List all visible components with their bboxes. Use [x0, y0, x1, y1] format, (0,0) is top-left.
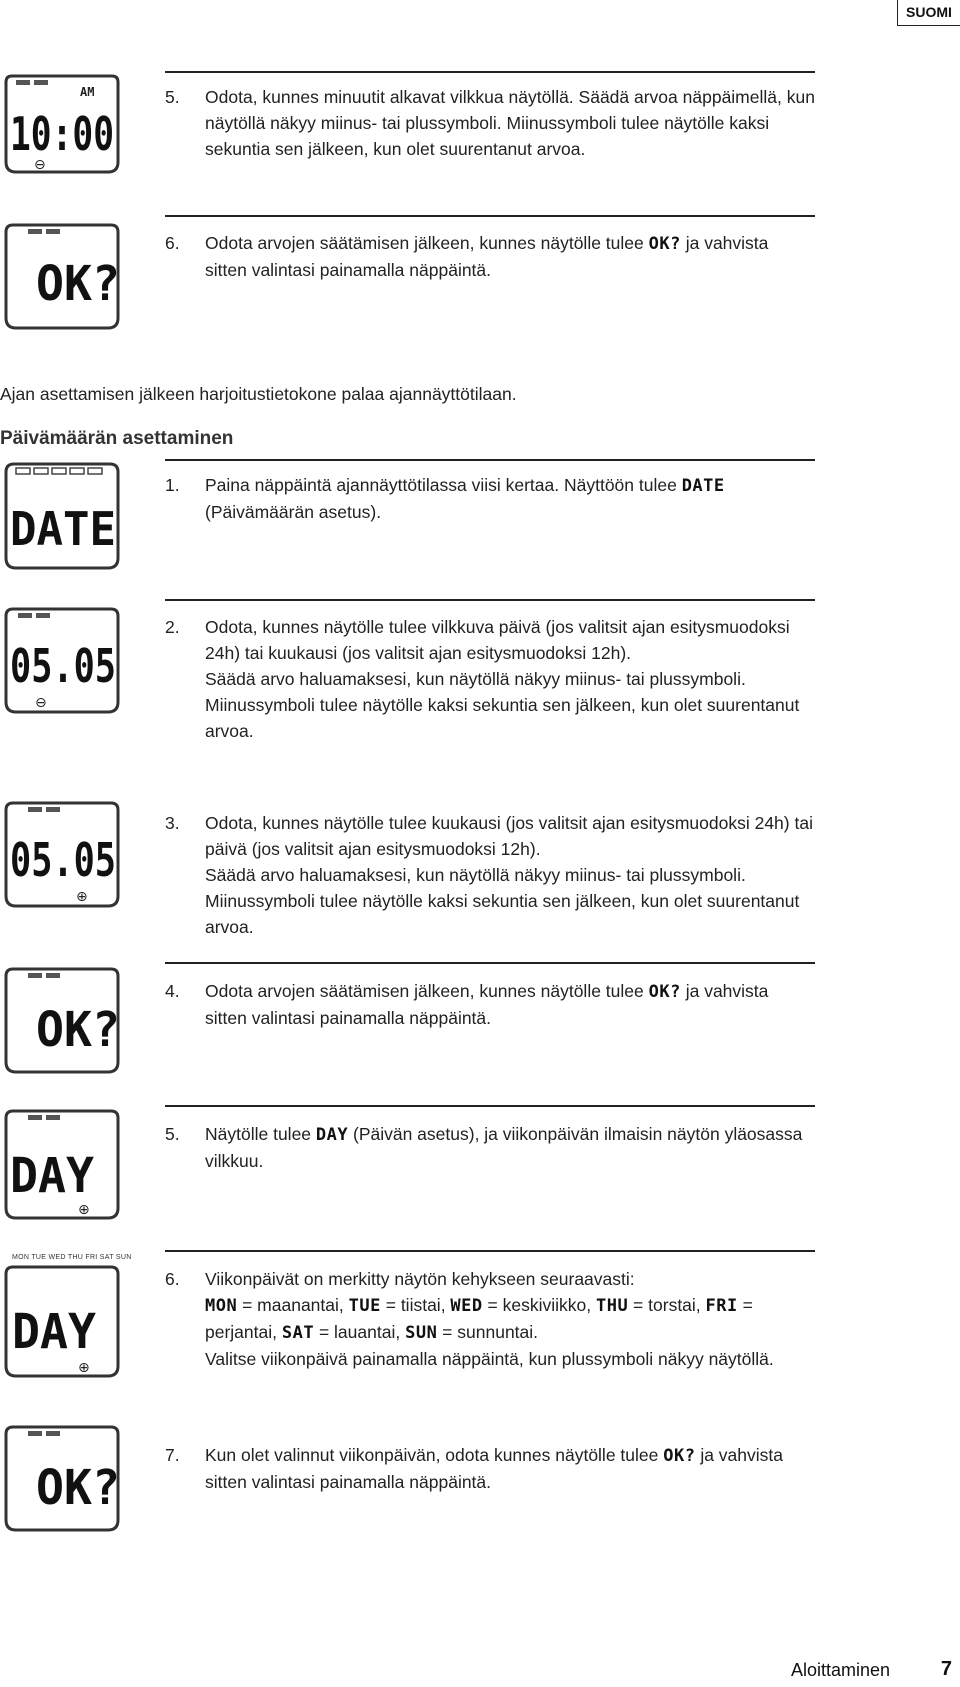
step-number: 1.	[165, 475, 180, 495]
step-text: Viikonpäivät on merkitty näytön kehykseen seuraavasti: MON = maanantai, TUE = tiistai, WED = keskiviikko, THU = torstai, FRI = perjantai, SAT = lauantai, SUN = sunnuntai. Valitse viikonpäivä painamalla näppäintä, kun plussymboli näkyy näytöllä.	[205, 1266, 815, 1372]
display-ok-label: OK?	[648, 234, 681, 254]
step-text: Paina näppäintä ajannäyttötilassa viisi kertaa. Näyttöön tulee DATE (Päivämäärän asetus).	[205, 475, 725, 522]
step-text: Näytölle tulee DAY (Päivän asetus), ja viikonpäivän ilmaisin näytön yläosassa vilkkuu.	[205, 1124, 803, 1171]
divider	[165, 459, 815, 461]
date-step-2	[165, 614, 815, 744]
step-number: 2.	[165, 617, 180, 637]
plus-icon: ⊕	[78, 1360, 90, 1376]
date-step-5	[165, 1121, 815, 1174]
weekday-bar: MON TUE WED THU FRI SAT SUN	[12, 1254, 132, 1261]
plus-icon: ⊕	[78, 1202, 90, 1218]
divider	[165, 1250, 815, 1252]
date-step-6	[165, 1266, 815, 1372]
time-step-6	[165, 230, 815, 283]
step-number: 5.	[165, 87, 180, 107]
watch-display-day	[2, 1108, 122, 1222]
footer-chapter-title: Aloittaminen	[790, 1660, 890, 1680]
minus-icon: ⊖	[34, 157, 46, 173]
am-indicator: AM	[80, 85, 95, 99]
step-text: Odota arvojen säätämisen jälkeen, kunnes näytölle tulee OK? ja vahvista sitten valintasi painamalla näppäintä.	[205, 981, 769, 1028]
date-step-7	[165, 1442, 815, 1495]
intro-text: Ajan asettamisen jälkeen harjoitustietokone palaa ajannäyttötilaan.	[0, 384, 517, 404]
divider	[165, 962, 815, 964]
step-number: 4.	[165, 981, 180, 1001]
section-title: Päivämäärän asettaminen	[0, 428, 234, 449]
step-number: 7.	[165, 1445, 180, 1465]
watch-main-text: OK?	[36, 1460, 120, 1516]
divider	[165, 599, 815, 601]
watch-display-date	[2, 460, 122, 572]
watch-main-text: OK?	[36, 1002, 120, 1058]
minus-icon: ⊖	[35, 695, 47, 711]
section-label: SUOMI	[897, 0, 960, 26]
watch-display-ok	[2, 966, 122, 1076]
page-number: 7	[940, 1658, 952, 1680]
page-footer	[0, 1656, 960, 1687]
watch-display-time	[2, 74, 122, 174]
date-step-1	[165, 472, 815, 525]
divider	[165, 71, 815, 73]
display-ok-label: OK?	[663, 1446, 696, 1466]
display-ok-label: OK?	[648, 982, 681, 1002]
step-text: Odota, kunnes näytölle tulee vilkkuva päivä (jos valitsit ajan esitysmuodoksi 24h) tai kuukausi (jos valitsit ajan esitysmuodoksi 12h).	[205, 617, 790, 663]
weekday-legend: MON = maanantai, TUE = tiistai, WED = keskiviikko, THU = torstai, FRI = perjantai, SAT = lauantai, SUN = sunnuntai.	[205, 1295, 753, 1343]
step-number: 5.	[165, 1124, 180, 1144]
step-text-2: Säädä arvo haluamaksesi, kun näytöllä näkyy miinus- tai plussymboli. Miinussymboli tulee näytölle kaksi sekuntia sen jälkeen, kun olet suurentanut arvoa.	[205, 669, 800, 741]
watch-display-ok	[2, 1424, 122, 1534]
watch-main-text: 05.05	[10, 833, 116, 887]
step-number: 6.	[165, 1269, 180, 1289]
watch-main-text: OK?	[36, 256, 120, 312]
step-text: Odota, kunnes minuutit alkavat vilkkua näytöllä. Säädä arvoa näppäimellä, kun näytöllä näkyy miinus- tai plussymboli. Miinussymboli tulee näytölle kaksi sekuntia sen jälkeen, kun olet suurentanut arvoa.	[205, 87, 815, 159]
watch-main-text: DAY	[12, 1304, 97, 1360]
watch-display-day-weekday	[2, 1264, 122, 1380]
step-number: 6.	[165, 233, 180, 253]
watch-display-date-day	[2, 606, 122, 716]
date-step-3	[165, 810, 815, 940]
watch-main-text: DATE	[10, 502, 116, 556]
plus-icon: ⊕	[76, 889, 88, 905]
watch-main-text: 10:00	[10, 107, 114, 161]
watch-display-ok	[2, 222, 122, 332]
step-text: Kun olet valinnut viikonpäivän, odota kunnes näytölle tulee OK? ja vahvista sitten valintasi painamalla näppäintä.	[205, 1445, 783, 1492]
date-step-4	[165, 978, 815, 1031]
step-text: Odota, kunnes näytölle tulee kuukausi (jos valitsit ajan esitysmuodoksi 24h) tai päivä (jos valitsit ajan esitysmuodoksi 12h).	[205, 813, 813, 859]
display-day-label: DAY	[315, 1125, 349, 1145]
step-text-2: Säädä arvo haluamaksesi, kun näytöllä näkyy miinus- tai plussymboli. Miinussymboli tulee näytölle kaksi sekuntia sen jälkeen, kun olet suurentanut arvoa.	[205, 865, 800, 937]
watch-main-text: 05.05	[10, 639, 116, 693]
step-text: Odota arvojen säätämisen jälkeen, kunnes näytölle tulee OK? ja vahvista sitten valintasi painamalla näppäintä.	[205, 233, 769, 280]
step-number: 3.	[165, 813, 180, 833]
watch-main-text: DAY	[10, 1148, 95, 1204]
step-text-2: Valitse viikonpäivä painamalla näppäintä, kun plussymboli näkyy näytöllä.	[205, 1349, 774, 1369]
display-date-label: DATE	[681, 476, 725, 496]
divider	[165, 215, 815, 217]
watch-display-date-month	[2, 800, 122, 910]
time-step-5	[165, 84, 815, 162]
divider	[165, 1105, 815, 1107]
